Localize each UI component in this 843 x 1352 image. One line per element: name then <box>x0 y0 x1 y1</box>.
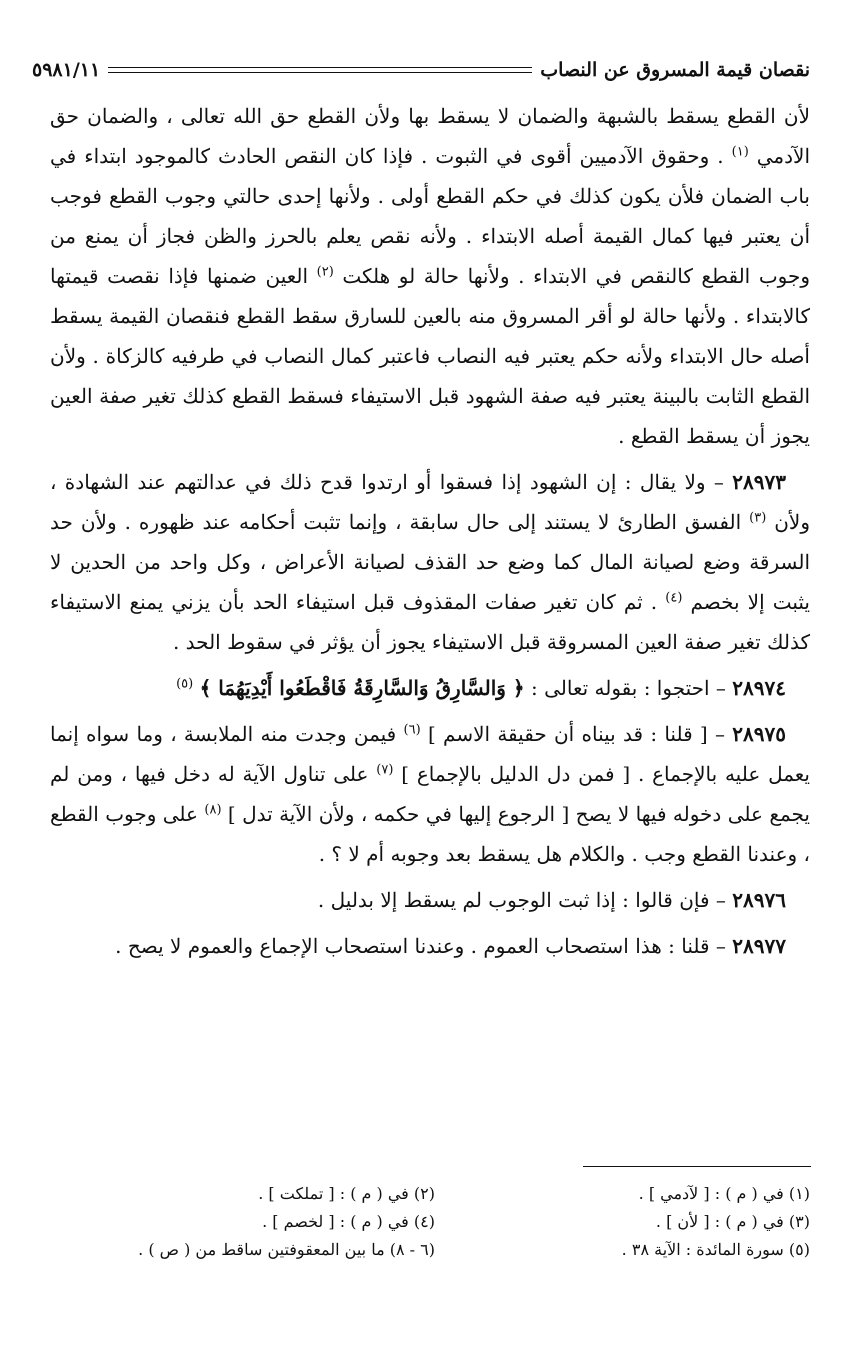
paragraph <box>50 462 810 662</box>
text-run: – قلنا : هذا استصحاب العموم . وعندنا استصحاب الإجماع والعموم لا يصح . <box>115 934 733 958</box>
paragraph <box>50 668 810 708</box>
page-number: ٥٩٨١/١١ <box>32 59 101 81</box>
issue-number: ٢٨٩٧٧ <box>732 934 786 958</box>
paragraph <box>50 96 810 456</box>
footnote-marker: (١) <box>731 144 749 160</box>
footnote: (٢) في ( م ) : [ تملكت ] . <box>258 1184 435 1203</box>
text-run: على وجوب القطع ، وعندنا القطع وجب . والكلام هل يسقط بعد وجوبه أم لا ؟ . <box>50 802 810 866</box>
footnote-marker: (٣) <box>749 510 767 526</box>
footnote: (٦ - ٨) ما بين المعقوفتين ساقط من ( ص ) . <box>138 1240 435 1259</box>
paragraph <box>50 714 810 874</box>
footnote: (٣) في ( م ) : [ لأن ] . <box>655 1212 810 1231</box>
footnote-marker: (٦) <box>403 722 421 738</box>
text-run: فيمن وجدت منه الملابسة ، وما سواه إنما يعمل عليه بالإجماع . [ فمن دل الدليل بالإجماع ] <box>50 722 810 786</box>
main-text <box>50 96 810 972</box>
footnote-marker: (٢) <box>316 264 334 280</box>
text-run: . ثم كان تغير صفات المقذوف قبل استيفاء الحد بأن يزني يمنع الاستيفاء كذلك تغير صفة العين المسروقة قبل الاستيفاء يجوز أن يؤثر في سقوط الحد . <box>50 590 810 654</box>
running-title: نقصان قيمة المسروق عن النصاب <box>540 59 810 81</box>
text-run: . وحقوق الآدميين أقوى في الثبوت . فإذا كان النقص الحادث كالموجود ابتداء في باب الضمان فلأن يكون كذلك في حكم القطع أولى . ولأنها إحدى حالتي وجوب القطع فوجب أن يعتبر فيها كمال القيمة أصله الابتداء . ولأنه نقص يعلم بالحرز والظن فجاز أن يمنع من وجوب القطع كالنقص في الابتداء . ولأنها حالة لو هلكت <box>50 144 810 288</box>
page-header <box>32 52 810 88</box>
footnote-row <box>60 1180 810 1208</box>
text-run: – [ قلنا : قد بيناه أن حقيقة الاسم ] <box>420 722 733 746</box>
text-run: على تناول الآية له دخل فيها ، ومن لم يجمع على دخوله فيها لا يصح [ الرجوع إليها في حكمه ، ولأن الآية تدل ] <box>50 762 810 826</box>
footnote-marker: (٨) <box>204 802 222 818</box>
issue-number: ٢٨٩٧٥ <box>732 722 786 746</box>
paragraph <box>50 926 810 966</box>
text-run: – فإن قالوا : إذا ثبت الوجوب لم يسقط إلا بدليل . <box>317 888 733 912</box>
footnote-row <box>60 1236 810 1264</box>
footnote-marker: (٤) <box>665 590 683 606</box>
text-run: لأن القطع يسقط بالشبهة والضمان لا يسقط بها ولأن القطع حق الله تعالى ، والضمان حق الآدمي <box>50 104 811 168</box>
footnote-marker: (٧) <box>376 762 394 778</box>
footnotes <box>60 1180 810 1264</box>
footnote-row <box>60 1208 810 1236</box>
quran-verse: ﴿ وَالسَّارِقُ وَالسَّارِقَةُ فَاقْطَعُوا أَيْدِيَهُمَا ﴾ <box>199 676 525 700</box>
footnote: (٥) سورة المائدة : الآية ٣٨ . <box>621 1240 810 1259</box>
text-run: – ولا يقال : إن الشهود إذا فسقوا أو ارتدوا قدح ذلك في عدالتهم عند الشهادة ، ولأن <box>50 470 810 534</box>
footnote: (٤) في ( م ) : [ لخصم ] . <box>262 1212 435 1231</box>
issue-number: ٢٨٩٧٦ <box>732 888 786 912</box>
issue-number: ٢٨٩٧٣ <box>732 470 786 494</box>
footnote: (١) في ( م ) : [ لآدمي ] . <box>638 1184 810 1203</box>
text-run: الفسق الطارئ لا يستند إلى حال سابقة ، وإنما تثبت أحكامه عند ظهوره . ولأن حد السرقة وضع لصيانة المال كما وضع حد القذف لصيانة الأعراض ، وكل واحد من الحدين لا يثبت إلا بخصم <box>50 510 810 614</box>
issue-number: ٢٨٩٧٤ <box>732 676 786 700</box>
text-run: العين ضمنها فإذا نقصت قيمتها كالابتداء . ولأنها حالة لو أقر المسروق منه بالعين للسارق سقط القطع فنقصان القيمة يسقط أصله حال الابتداء ولأنه حكم يعتبر فيه النصاب فاعتبر كمال النصاب في طرفيه كالزكاة . ولأن القطع الثابت بالبينة يعتبر فيه صفة الشهود قبل الاستيفاء فسقط القطع كذلك تغير صفة العين يجوز أن يسقط القطع . <box>50 264 810 448</box>
footnote-marker: (٥) <box>176 676 194 692</box>
paragraph <box>50 880 810 920</box>
header-double-rule <box>108 65 532 75</box>
footnote-separator <box>583 1166 811 1167</box>
text-run: – احتجوا : بقوله تعالى : <box>524 676 733 700</box>
